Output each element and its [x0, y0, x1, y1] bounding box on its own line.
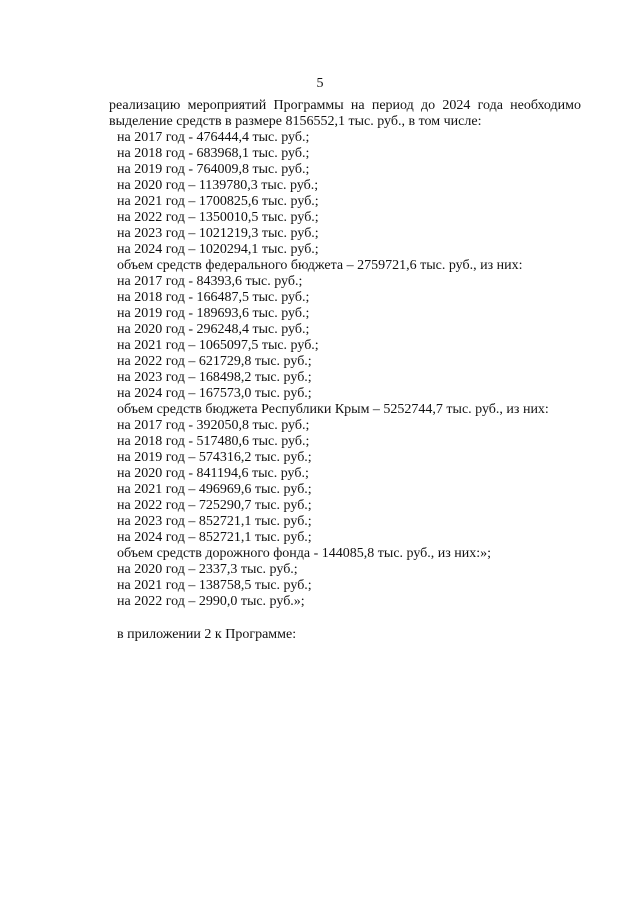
list-item: на 2019 год - 764009,8 тыс. руб.;: [117, 162, 310, 177]
federal-budget-heading: объем средств федерального бюджета – 2759721,6 тыс. руб., из них:: [117, 258, 523, 273]
list-item: на 2021 год – 1700825,6 тыс. руб.;: [117, 194, 319, 209]
list-item: на 2024 год – 1020294,1 тыс. руб.;: [117, 242, 319, 257]
list-item: на 2024 год – 852721,1 тыс. руб.;: [117, 530, 312, 545]
list-item: на 2022 год – 621729,8 тыс. руб.;: [117, 354, 312, 369]
list-item: на 2021 год – 1065097,5 тыс. руб.;: [117, 338, 319, 353]
list-item: на 2017 год - 392050,8 тыс. руб.;: [117, 418, 310, 433]
list-item: на 2022 год – 725290,7 тыс. руб.;: [117, 498, 312, 513]
list-item: на 2022 год – 2990,0 тыс. руб.»;: [117, 594, 305, 609]
list-item: на 2017 год - 84393,6 тыс. руб.;: [117, 274, 303, 289]
list-item: на 2020 год - 841194,6 тыс. руб.;: [117, 466, 309, 481]
list-item: на 2018 год - 683968,1 тыс. руб.;: [117, 146, 310, 161]
list-item: на 2022 год – 1350010,5 тыс. руб.;: [117, 210, 319, 225]
intro-paragraph: [109, 98, 581, 130]
list-item: на 2017 год - 476444,4 тыс. руб.;: [117, 130, 310, 145]
list-item: на 2020 год - 296248,4 тыс. руб.;: [117, 322, 310, 337]
list-item: на 2020 год – 2337,3 тыс. руб.;: [117, 562, 298, 577]
crimea-budget-heading: объем средств бюджета Республики Крым – 5252744,7 тыс. руб., из них:: [117, 402, 549, 417]
list-item: на 2019 год – 574316,2 тыс. руб.;: [117, 450, 312, 465]
list-item: на 2024 год – 167573,0 тыс. руб.;: [117, 386, 312, 401]
list-item: на 2019 год - 189693,6 тыс. руб.;: [117, 306, 310, 321]
funding-list: [117, 130, 549, 610]
list-item: на 2023 год – 168498,2 тыс. руб.;: [117, 370, 312, 385]
list-item: на 2018 год - 166487,5 тыс. руб.;: [117, 290, 310, 305]
list-item: на 2021 год – 496969,6 тыс. руб.;: [117, 482, 312, 497]
list-item: на 2018 год - 517480,6 тыс. руб.;: [117, 434, 310, 449]
list-item: на 2021 год – 138758,5 тыс. руб.;: [117, 578, 312, 593]
intro-line-2: выделение средств в размере 8156552,1 тыс. руб., в том числе:: [109, 114, 482, 129]
list-item: на 2020 год – 1139780,3 тыс. руб.;: [117, 178, 319, 193]
list-item: на 2023 год – 1021219,3 тыс. руб.;: [117, 226, 319, 241]
appendix-line: в приложении 2 к Программе:: [117, 627, 297, 642]
list-item: на 2023 год – 852721,1 тыс. руб.;: [117, 514, 312, 529]
page-number: 5: [316, 76, 324, 91]
road-fund-heading: объем средств дорожного фонда - 144085,8 тыс. руб., из них:»;: [117, 546, 492, 561]
intro-line-1: реализацию мероприятий Программы на период до 2024 года необходимо: [109, 98, 581, 113]
